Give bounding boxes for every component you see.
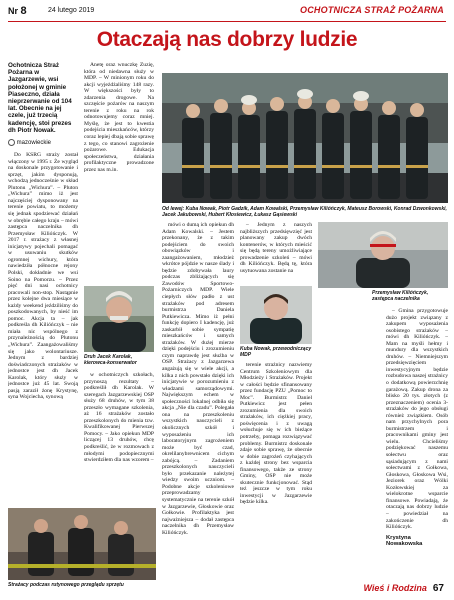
byline: mazowieckie (8, 139, 78, 146)
group-photo-caption: Od lewej: Kuba Nowak, Piotr Gadzik, Adam Kowalski, Przemysław Kilióńczyk, Mateusz Borowski, Konrad Dzwonkowski, Jacek Jakubowski, Hubert Kłosiewicz, Łukasz Gąsiewski (162, 206, 447, 218)
training-photo (8, 508, 156, 580)
karolak-photo (84, 286, 154, 352)
column-2-top (84, 62, 154, 280)
body-text: – Gmina przygotowuje dużo projekt związany z zakupem wyposażenia osobistego strażaków – mówi dh Kilióńczyk. – Mam na myśli hełmy i mundury dla wszystkich druhów. – Niemniejszym przedsięwzięciem inwestycyjnym będzie rozbudowa naszej strażnicy o dodatkową powierzchnię garażową. Zakup drona za blisko 20 tys. złotych (z przeznaczeniem) ocenia 3-strażaków do jego obsługi również związkiem. Osób nam przychylnych pora burmistrzem i pracownikami gminy jest wielu. Chcieliśmy podziękować naszemu sołectwu oraz sąsiadującym z nami sołectwami z Gołkowa, Głoskowa, Głoskowa Wsi, Jeziorek oraz Wólki Kozłowskiej za wielokrotne wsparcie finansowe. Powiadają, że otaczają nas dobrzy ludzie – powiedział na zakończenie dh Kilióńczyk. (386, 308, 448, 531)
body-text: terenie strażnicy nazwiemy Centrum Szkoleniowym dla Młodzieży i Strażaków. Projekt w całości będzie sfinansowany przez fundację PZU „Pomoc to Moc”. Burmistrz Daniel Putkiewicz jest pełen zrozumienia dla swoich strażaków, ich ciężkiej pracy, poświęcenia i z uwagą wsłuchuje się w ich bieżące potrzeby, pomaga rozwiązywać problemy. Burmistrz doskonale zdaje sobie sprawę, że obecnie w dobie zagrożeń czyhających z każdej strony bez wsparcia finansowego, także ze strony Gminy, OSP nie może skutecznie funkcjonować. Stąd też jeszcze w tym roku inwestycji w Jazgarzewie będzie kilka. (240, 362, 312, 506)
article-lead: Ochotnicza Straż Pożarna w Jazgarzewie, wsi położonej w gminie Piaseczno, działa nieprzerwanie od 104 lat. Obecnie na jej czele, już trzecią kadencję, stoi prezes dh Piotr Nowak. (8, 62, 72, 134)
body-text: – Jednym z naszych najbliższych przedsięwzięć jest planowany zakup dwóch kontenerów, w których mieścić się będą tereny umożliwiające prowadzenie szkoleń – mówi dh Kilióńczyk. Będą tę, która usytuowana zostanie na (240, 222, 312, 274)
body-text: mówi o dumą ich opiekun dh Adam Kowalski. – Jestem przekonany, że z takim podejściem do swoich obowiązków i zaangażowaniem, młodzież wkrótce pójdzie w nasze ślady i będzie zdobywała laury podczas zbliżających się Zawodów Sportowo-Pożarniczych MDP. Wiele ciepłych słów padło z ust strażaków pod adresem burmistrza Daniela Putkiewicza. Mimo iż pełni funkcję dopiero I kadencję, już zaskarbił sobie sympatię mieszkańców i samych strażaków. W dużej mierze dzięki podejściu i zrozumieniu czym naprawdę jest służba w OSP. Strażacy z Jazgarzewa angażują się w wiele akcji, a kilka z nich powstało dzięki ich inicjatywie w porozumieniu z władzami samorządowymi. Największym echem w społeczności lokalnej odbiła się akcja „Nie dla czadu”. Polegała ona na przeszkoleniu wszystkich nauczycieli z okolicznych szkół i wyposażeniu ich laboratoryjnym zagrożeniem może być czad, okrelilanybrewnicem cichym zabójcą. – Zadaniem przeszkolonych nauczycieli było przekazanie należytej wiedzy swoim uczniom. – Podobne akcje szkoleniowe przeprowadzamy systematycznie na terenie szkół w Jazgarzewie, Głoskowie oraz Gołkowie. Profilaktyka jest najważniejsza – dodał zastępca naczelnika dh Przemysław Kilióńczyk. (162, 222, 234, 536)
body-text: w ochotniczych szkołach, przynoszą rezultaty – podkreślił dh Karolak. W szeregach Jazgarzewskiej OSP służy 68 druhów, w tym 38 przeszło wymagane szkolenia, aż 16 strażaków zostało przeszkolonych do mienia tzw. Kwalifikowanej Pierwszej Pomocy. – Jako opiekun MDP liczącej 13 druhów, chcę podkreślić, że w rozmowach z młodymi podopiecznymi stwierdziłem dla nas wzorem – (84, 372, 154, 464)
issue-number: Nr 8 (8, 5, 27, 17)
column-5 (318, 308, 448, 578)
nowak-photo-caption: Kuba Nowak, przewodniczący MDP (240, 346, 312, 358)
kilinczyk-photo (318, 222, 448, 288)
location-icon (8, 139, 15, 146)
page-number: 67 (432, 583, 444, 594)
issue-date: 24 lutego 2019 (48, 7, 95, 14)
training-photo-caption: Strażacy podczas rutynowego przeglądu sprzętu (8, 582, 124, 588)
nowak-photo (240, 286, 312, 344)
page-header (0, 0, 454, 24)
column-1 (8, 62, 78, 502)
karolak-photo-caption: Druh Jacek Karolak, kierowca-konserwator (84, 354, 137, 366)
column-4-top (240, 222, 312, 282)
section-title: OCHOTNICZA STRAŻ POŻARNA (300, 5, 444, 15)
body-text: Do KSRG straży został włączony w 1995 r. Że wygląd na doskonale przygotowanie i sprzęt, jakim dysponują, wchodzą jednocześnie w skład Plutonu „Wichura”. – Pluton „Wichura” mimo iż jest najczęściej dysponowany na terenie powiatu, to możemy się jednak spodziewać działań w obrębie całego kraju – mówi zastępca naczelnika dh Przemysław Kilióńczyk. W 2017 r. strażacy z własnej inicjatywy pojechali pomagać w usuwaniu skutków ogromnej wichury, która nawiedziła północne rejony Polski, dokładnie we wsi Soino na Pomorzu. – Przez pięć dni nasi ochotnicy pracowali non-stop. Nastąpnie przez kolejne dwa miesiące w każdy weekend jeździliśmy do poszkodowanych, by nieść im pomoc. Akcja ta – jak podkreśla dh Kilióńczyk – nie miała nic wspólnego z przynależnością do Plutonu „Wichura”. Zaangażowaliśmy się jako wolontariusze. Jednym z bardziej doświadczonych strażaków w jednostce jest dh Jacek Karolak, który służy w jednostce już 45 lat. Swoją pasją zaraził żonę Krystynę, syna Wojciecha, synową (8, 152, 78, 401)
column-3 (162, 222, 234, 598)
magazine-brand: Wieś i Rodzina (363, 583, 427, 593)
body-text: Anetę oraz wnuczkę Zuzię, która od niedawna służy w MDP. – W minionym roku do akcji wyjeżdżaliśmy 148 razy. W większości były to zdarzenia drogowe. Na szczęście pożarów na naszym terenie z roku na rok odnotowujemy coraz mniej. Myślę, że jest to kwestia podejścia mieszkańców, którzy coraz lepiej dbają sobie sprawę z tego, co stanowi zagrożenie pożarowe. Edukacja społeczeństwa, działania profilaktyczne prowadzone przez nas m.in. (84, 62, 154, 173)
group-photo (162, 73, 448, 203)
kilinczyk-photo-caption: Przemysław Kilióńczyk, zastępca naczelnika (372, 290, 429, 302)
article-title: Otaczają nas dobrzy ludzie (96, 28, 358, 51)
column-4-bottom (240, 362, 312, 582)
header-rule (8, 21, 446, 22)
article-author: Krystyna Nowakowska (386, 534, 423, 547)
column-2-bottom (84, 372, 154, 508)
page-footer (363, 583, 444, 594)
